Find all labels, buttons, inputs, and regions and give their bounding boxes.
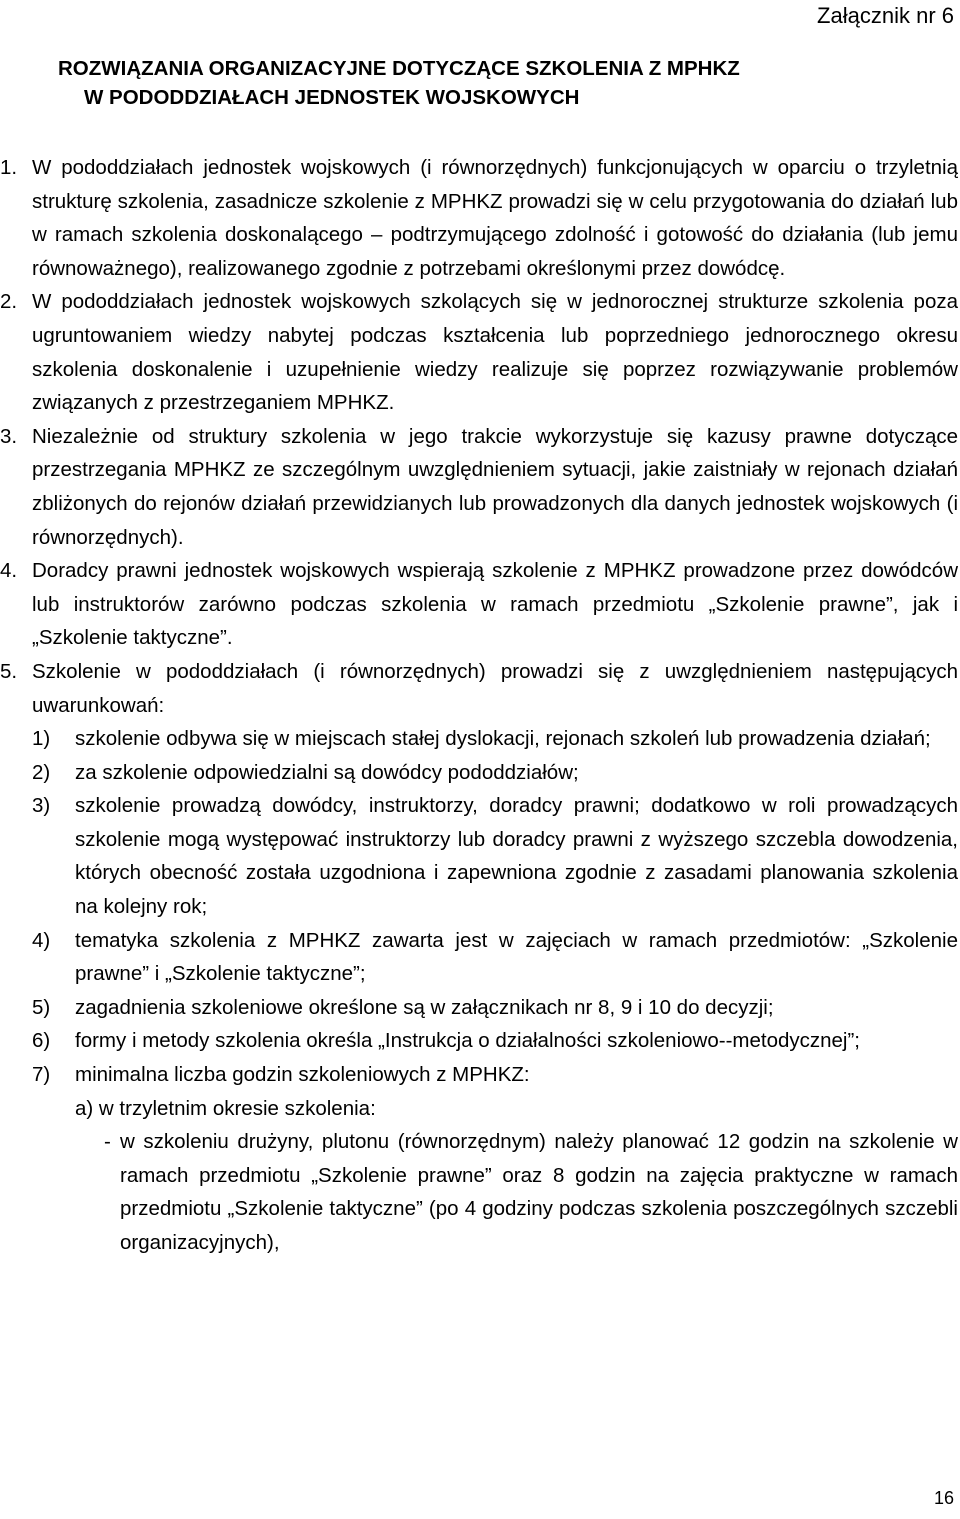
list-item-3 [0,789,958,923]
sub-item-a: a) w trzyletnim okresie szkolenia: [75,1096,376,1120]
paragraph-number: 1. [0,156,18,179]
paragraph-text: W pododdziałach jednostek wojskowych (i równorzędnych) funkcjonujących w oparciu o trzyletnią strukturę szkolenia, zasadnicze szkolenie z MPHKZ prowadzi się w celu przygotowania do działań lub w ramach szkolenia doskonalącego – podtrzymującego zdolność i gotowość do działania (lub jemu równoważnego), realizowanego zgodnie z potrzebami określonymi przez dowódcę. [32,156,958,280]
list-item-number: 7) [32,1063,51,1087]
list-item-text: szkolenie prowadzą dowódcy, instruktorzy, doradcy prawni; dodatkowo w roli prowadzących szkolenie mogą występować instruktorzy lub doradcy prawni z wyższego szczebla dowodzenia, których obecność została uzgodniona i zapewniona zgodnie z zasadami planowania szkolenia na kolejny rok; [75,794,958,919]
page-number: 16 [933,1488,954,1508]
list-item-text: formy i metody szkolenia określa „Instrukcja o działalności szkoleniowo--metodycznej”; [75,1029,860,1053]
title-line-2: W PODODDZIAŁACH JEDNOSTEK WOJSKOWYCH [84,86,580,109]
paragraph-5 [0,655,958,722]
paragraph-4 [0,554,958,655]
dash-item-text: w szkoleniu drużyny, plutonu (równorzędnym) należy planować 12 godzin na szkolenie w ramach przedmiotu „Szkolenie prawne” oraz 8 godzin na zajęcia praktyczne w ramach przedmiotu „Szkolenie taktyczne” (po 4 godziny podczas szkolenia poszczególnych szczebli organizacyjnych), [120,1130,958,1254]
dash-marker: - [104,1130,111,1154]
list-item-5 [0,991,958,1025]
paragraph-number: 5. [0,659,18,683]
list-item-number: 3) [32,794,51,818]
list-item-number: 4) [32,928,51,952]
paragraph-3 [0,420,958,554]
paragraph-2 [0,285,958,419]
paragraph-number: 4. [0,559,18,583]
list-item-6 [0,1024,958,1058]
title-line-1: ROZWIĄZANIA ORGANIZACYJNE DOTYCZĄCE SZKOLENIA Z MPHKZ [58,57,740,80]
dash-item [0,1125,958,1259]
document-body [0,151,958,1260]
paragraph-number: 3. [0,424,18,448]
list-item-7 [0,1058,958,1092]
list-item-text: szkolenie odbywa się w miejscach stałej dyslokacji, rejonach szkoleń lub prowadzenia działań; [75,727,931,751]
list-item-number: 5) [32,995,51,1019]
list-item-text: zagadnienia szkoleniowe określone są w załącznikach nr 8, 9 i 10 do decyzji; [75,995,774,1019]
paragraph-text: Niezależnie od struktury szkolenia w jego trakcie wykorzystuje się kazusy prawne dotyczące przestrzegania MPHKZ ze szczególnym uwzględnieniem sytuacji, jakie zaistniały w rejonach działań zbliżonych do rejonów działań przewidzianych lub prowadzonych dla danych jednostek wojskowych (i równorzędnych). [32,424,958,549]
list-item-number: 1) [32,727,51,751]
paragraph-text: Szkolenie w pododdziałach (i równorzędnych) prowadzi się z uwzględnieniem następujących uwarunkowań: [32,659,958,717]
paragraph-number: 2. [0,290,18,314]
list-item-number: 2) [32,760,51,784]
list-item-text: tematyka szkolenia z MPHKZ zawarta jest w zajęciach w ramach przedmiotów: „Szkolenie prawne” i „Szkolenie taktyczne”; [75,928,958,986]
list-item-4 [0,924,958,991]
paragraph-text: Doradcy prawni jednostek wojskowych wspierają szkolenie z MPHKZ prowadzone przez dowódców lub instruktorów zarówno podczas szkolenia w ramach przedmiotu „Szkolenie prawne”, jak i „Szkolenie taktyczne”. [32,559,958,650]
list-item-text: za szkolenie odpowiedzialni są dowódcy pododdziałów; [75,760,579,784]
list-item-text: minimalna liczba godzin szkoleniowych z MPHKZ: [75,1063,530,1087]
paragraph-text: W pododdziałach jednostek wojskowych szkolących się w jednorocznej strukturze szkolenia poza ugruntowaniem wiedzy nabytej podczas kształcenia lub poprzedniego jednorocznego okresu szkolenia doskonalenie i uzupełnienie wiedzy realizuje się poprzez rozwiązywanie problemów związanych z przestrzeganiem MPHKZ. [32,290,958,415]
list-item-number: 6) [32,1029,51,1053]
annex-label: Załącznik nr 6 [817,3,954,28]
list-item-2 [0,756,958,790]
paragraph-1 [0,151,958,285]
document-title [58,54,938,112]
list-item-1 [0,722,958,756]
